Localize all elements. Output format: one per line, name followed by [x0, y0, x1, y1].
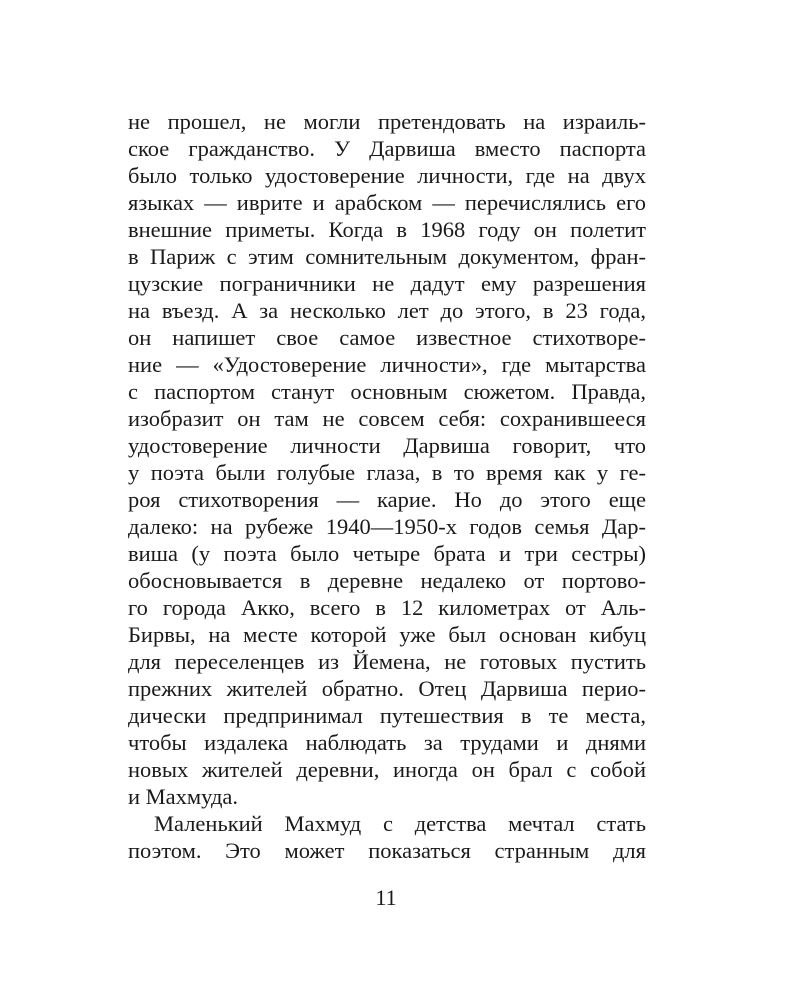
text-line: поэтом. Это может показаться странным для: [128, 838, 646, 863]
text-line: дически предпринимал путешествия в те места,: [128, 703, 646, 728]
text-line: было только удостоверение личности, где на двух: [128, 163, 646, 188]
paragraph-end-line: и Махмуда.: [128, 784, 239, 809]
text-line: прежних жителей обратно. Отец Дарвиша перио-: [128, 676, 646, 701]
page-number: 11: [375, 885, 397, 910]
text-line: с паспортом станут основным сюжетом. Правда,: [128, 379, 646, 404]
text-line: у поэта были голубые глаза, в то время как у ге-: [128, 460, 646, 485]
text-line: ское гражданство. У Дарвиша вместо паспорта: [128, 136, 646, 161]
text-line: на въезд. А за несколько лет до этого, в 23 года,: [128, 298, 646, 323]
text-line: новых жителей деревни, иногда он брал с собой: [128, 757, 646, 782]
text-line: изобразит он там не совсем себя: сохранившееся: [128, 406, 646, 431]
text-line: обосновывается в деревне недалеко от портово-: [128, 568, 646, 593]
paragraph-start-line: Маленький Махмуд с детства мечтал стать: [154, 811, 646, 836]
text-line: он напишет свое самое известное стихотворе-: [128, 325, 646, 350]
text-line: языках — иврите и арабском — перечислялись его: [128, 190, 646, 215]
text-line: роя стихотворения — карие. Но до этого еще: [128, 487, 646, 512]
text-line: удостоверение личности Дарвиша говорит, что: [128, 433, 646, 458]
text-line: для переселенцев из Йемена, не готовых пустить: [128, 649, 646, 674]
text-line: не прошел, не могли претендовать на израиль-: [128, 109, 646, 134]
text-line: виша (у поэта было четыре брата и три сестры): [128, 541, 646, 566]
body-text: [128, 108, 646, 864]
text-line: внешние приметы. Когда в 1968 году он полетит: [128, 217, 646, 242]
text-line: в Париж с этим сомнительным документом, фран-: [128, 244, 646, 269]
text-line: далеко: на рубеже 1940—1950-х годов семья Дар-: [128, 514, 646, 539]
text-line: ние — «Удостоверение личности», где мытарства: [128, 352, 646, 377]
text-line: го города Акко, всего в 12 километрах от Аль-: [128, 595, 646, 620]
text-line: чтобы издалека наблюдать за трудами и днями: [128, 730, 646, 755]
text-line: Бирвы, на месте которой уже был основан кибуц: [128, 622, 646, 647]
text-line: цузские пограничники не дадут ему разрешения: [128, 271, 646, 296]
